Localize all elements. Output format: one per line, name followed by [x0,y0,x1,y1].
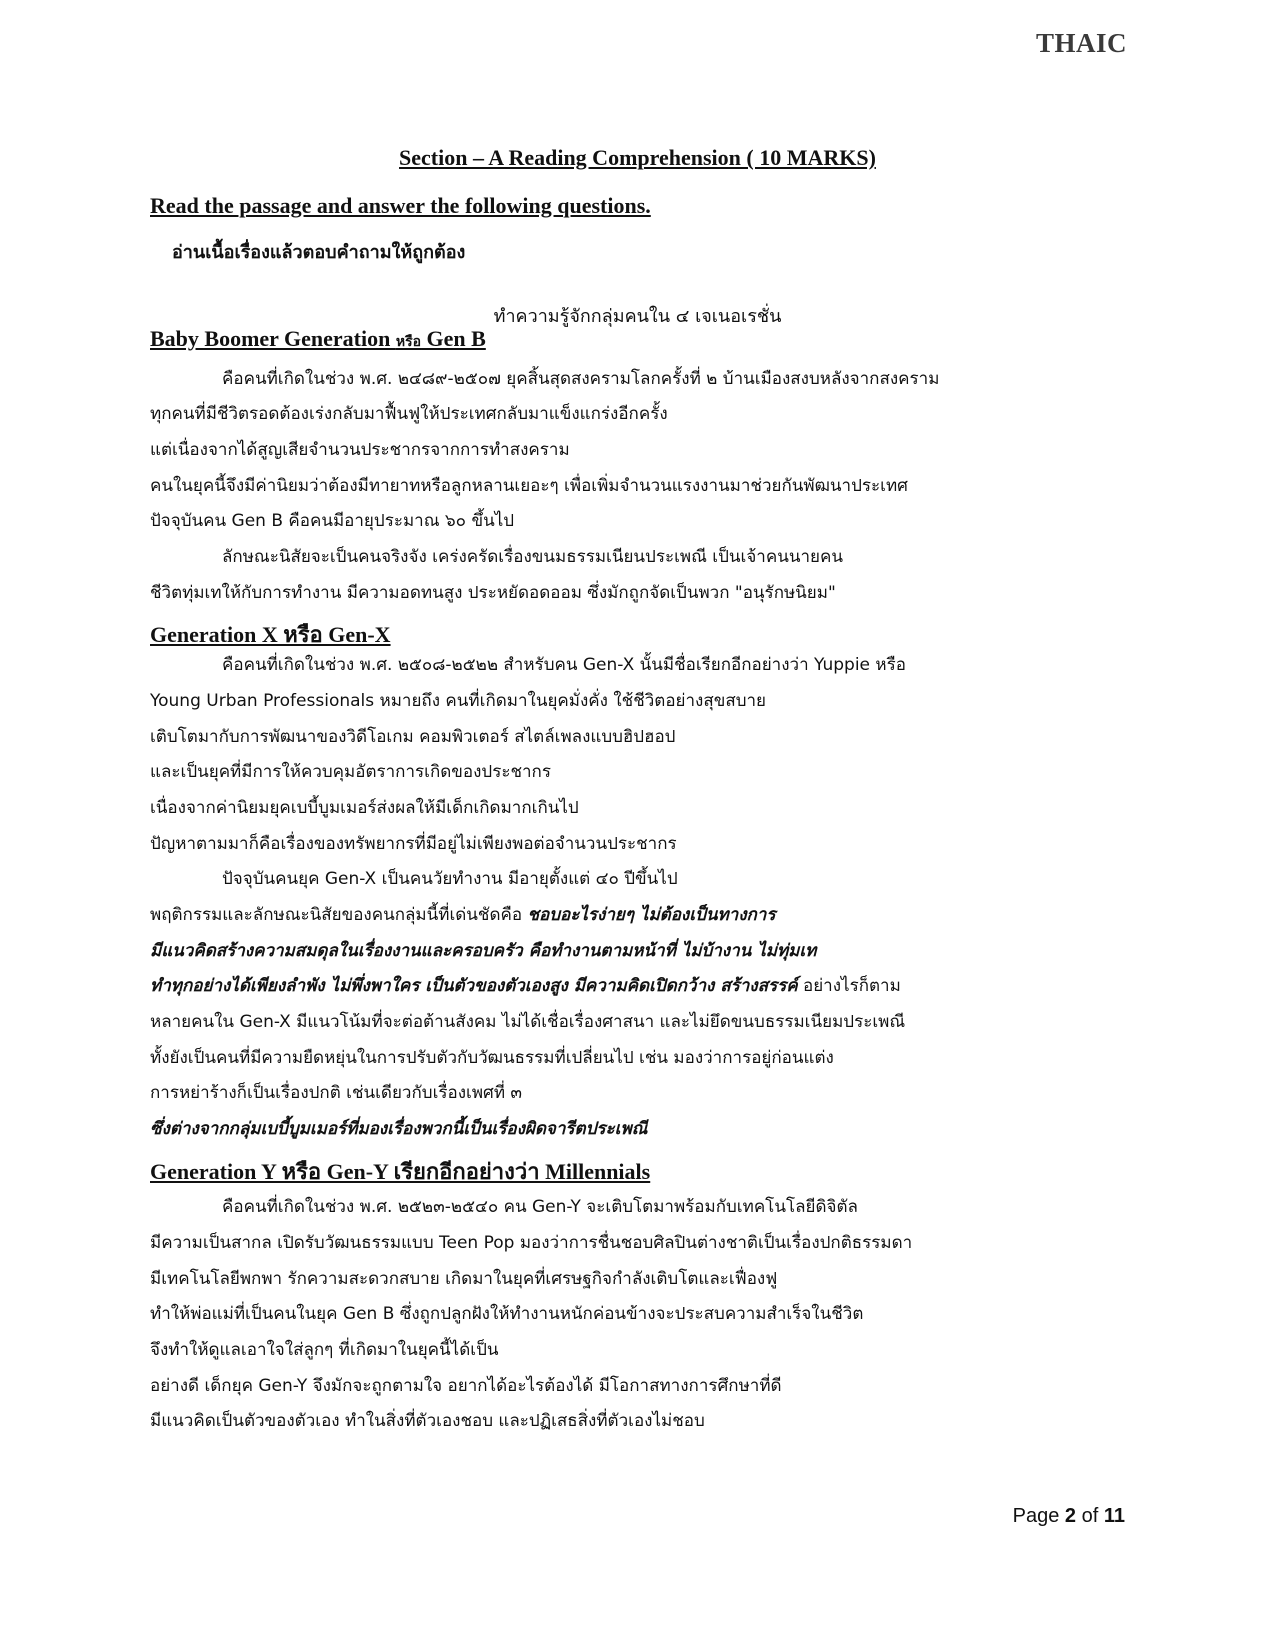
heading-gen-b-or: หรือ [395,334,422,350]
gen-b-line: ลักษณะนิสัยจะเป็นคนจริงจัง เคร่งครัดเรื่องขนมธรรมเนียนประเพณี เป็นเจ้าคนนายคน [222,547,843,567]
gen-y-line: ทำให้พ่อแม่ที่เป็นคนในยุค Gen B ซึ่งถูกปลูกฝังให้ทำงานหนักค่อนข้างจะประสบความสำเร็จในชีวิต [150,1304,864,1324]
footer-page-number: 2 [1064,1505,1077,1527]
footer-page-word: Page [1012,1505,1065,1527]
gen-b-line: ทุกคนที่มีชีวิตรอดต้องเร่งกลับมาฟื้นฟูให้ประเทศกลับมาแข็งแกร่งอีกครั้ง [150,404,668,424]
heading-gen-b-part-a: Baby Boomer Generation [150,326,396,351]
gen-b-line: แต่เนื่องจากได้สูญเสียจำนวนประชากรจากการทำสงคราม [150,440,570,460]
document-header-label: THAIC [1035,28,1127,58]
footer-of-word: of [1076,1505,1104,1527]
footer-total-pages: 11 [1103,1505,1125,1527]
gen-x-line: ปัจจุบันคนยุค Gen-X เป็นคนวัยทำงาน มีอายุตั้งแต่ ๔๐ ปีขึ้นไป [222,869,678,889]
gen-y-line: อย่างดี เด็กยุค Gen-Y จึงมักจะถูกตามใจ อยากได้อะไรต้องได้ มีโอกาสทางการศึกษาที่ดี [150,1376,782,1396]
heading-gen-y: Generation Y หรือ Gen-Y เรียกอีกอย่างว่า Millennials [150,1159,651,1184]
gen-x-line: เนื่องจากค่านิยมยุคเบบี้บูมเมอร์ส่งผลให้มีเด็กเกิดมากเกินไป [150,798,579,818]
instruction-english: Read the passage and answer the following questions. [150,193,651,218]
gen-x-line-10-plain: อย่างไรก็ตาม [797,976,901,996]
gen-x-line-10 [150,975,901,997]
section-title: Section – A Reading Comprehension ( 10 MARKS) [399,145,876,170]
gen-b-line: ปัจจุบันคน Gen B คือคนมีอายุประมาณ ๖๐ ขึ้นไป [150,511,515,531]
heading-gen-b [150,326,486,353]
passage-title: ทำความรู้จักกลุ่มคนใน ๔ เจเนอเรชั่น [493,306,782,327]
gen-x-line: การหย่าร้างก็เป็นเรื่องปกติ เช่นเดียวกับเรื่องเพศที่ ๓ [150,1083,523,1103]
gen-b-line: คนในยุคนี้จึงมีค่านิยมว่าต้องมีทายาทหรือลูกหลานเยอะๆ เพื่อเพิ่มจำนวนแรงงานมาช่วยกันพัฒนาประเทศ [150,476,908,496]
gen-y-line: มีแนวคิดเป็นตัวของตัวเอง ทำในสิ่งที่ตัวเองชอบ และปฏิเสธสิ่งที่ตัวเองไม่ชอบ [150,1411,705,1431]
page-number-footer [1013,1505,1125,1528]
gen-x-line: ปัญหาตามมาก็คือเรื่องของทรัพยากรที่มีอยู่ไม่เพียงพอต่อจำนวนประชากร [150,834,677,854]
gen-x-line-8-plain: พฤติกรรมและลักษณะนิสัยของคนกลุ่มนี้ที่เด่นชัดคือ [150,905,528,925]
gen-y-line: มีความเป็นสากล เปิดรับวัฒนธรรมแบบ Teen Pop มองว่าการชื่นชอบศิลปินต่างชาติเป็นเรื่องปกติธรรมดา [150,1233,913,1253]
gen-y-line: จึงทำให้ดูแลเอาใจใส่ลูกๆ ที่เกิดมาในยุคนี้ได้เป็น [150,1340,499,1360]
gen-x-line-8 [150,904,775,926]
gen-y-line: มีเทคโนโลยีพกพา รักความสะดวกสบาย เกิดมาในยุคที่เศรษฐกิจกำลังเติบโตและเฟื่องฟู [150,1269,778,1289]
gen-x-line: คือคนที่เกิดในช่วง พ.ศ. ๒๕๐๘-๒๕๒๒ สำหรับคน Gen-X นั้นมีชื่อเรียกอีกอย่างว่า Yuppie หรือ [222,655,906,675]
gen-x-line: เติบโตมากับการพัฒนาของวิดีโอเกม คอมพิวเตอร์ สไตล์เพลงแบบฮิปฮอป [150,727,676,747]
heading-gen-x: Generation X หรือ Gen-X [150,622,391,647]
gen-x-line: และเป็นยุคที่มีการให้ควบคุมอัตราการเกิดของประชากร [150,762,551,782]
gen-y-line: คือคนที่เกิดในช่วง พ.ศ. ๒๕๒๓-๒๕๔๐ คน Gen-Y จะเติบโตมาพร้อมกับเทคโนโลยีดิจิตัล [222,1197,858,1217]
gen-b-line: คือคนที่เกิดในช่วง พ.ศ. ๒๔๘๙-๒๕๐๗ ยุคสิ้นสุดสงครามโลกครั้งที่ ๒ บ้านเมืองสงบหลังจากสงคราม [222,369,940,389]
gen-x-line: Young Urban Professionals หมายถึง คนที่เกิดมาในยุคมั่งคั่ง ใช้ชีวิตอย่างสุขสบาย [150,691,767,711]
gen-x-line-14-emphasis: ซึ่งต่างจากกลุ่มเบบี้บูมเมอร์ที่มองเรื่องพวกนี้เป็นเรื่องผิดจารีตประเพณี [150,1119,648,1139]
gen-x-line-9-emphasis: มีแนวคิดสร้างความสมดุลในเรื่องงานและครอบครัว คือทำงานตามหน้าที่ ไม่บ้างาน ไม่ทุ่มเท [150,941,817,961]
gen-x-line-10-emphasis: ทำทุกอย่างได้เพียงลำพัง ไม่พึ่งพาใคร เป็นตัวของตัวเองสูง มีความคิดเปิดกว้าง สร้างสรรค์ [150,976,798,996]
gen-b-line: ชีวิตทุ่มเทให้กับการทำงาน มีความอดทนสูง ประหยัดอดออม ซึ่งมักถูกจัดเป็นพวก "อนุรักษนิยม" [150,583,836,603]
gen-x-line: หลายคนใน Gen-X มีแนวโน้มที่จะต่อต้านสังคม ไม่ได้เชื่อเรื่องศาสนา และไม่ยึดขนบธรรมเนียมประเพณี [150,1012,906,1032]
instruction-thai: อ่านเนื้อเรื่องแล้วตอบคำถามให้ถูกต้อง [172,242,466,263]
gen-x-line-8-emphasis: ชอบอะไรง่ายๆ ไม่ต้องเป็นทางการ [527,905,776,925]
gen-x-line: ทั้งยังเป็นคนที่มีความยืดหยุ่นในการปรับตัวกับวัฒนธรรมที่เปลี่ยนไป เช่น มองว่าการอยู่ก่อนแต่ง [150,1048,834,1068]
heading-gen-b-part-b: Gen B [421,326,486,351]
